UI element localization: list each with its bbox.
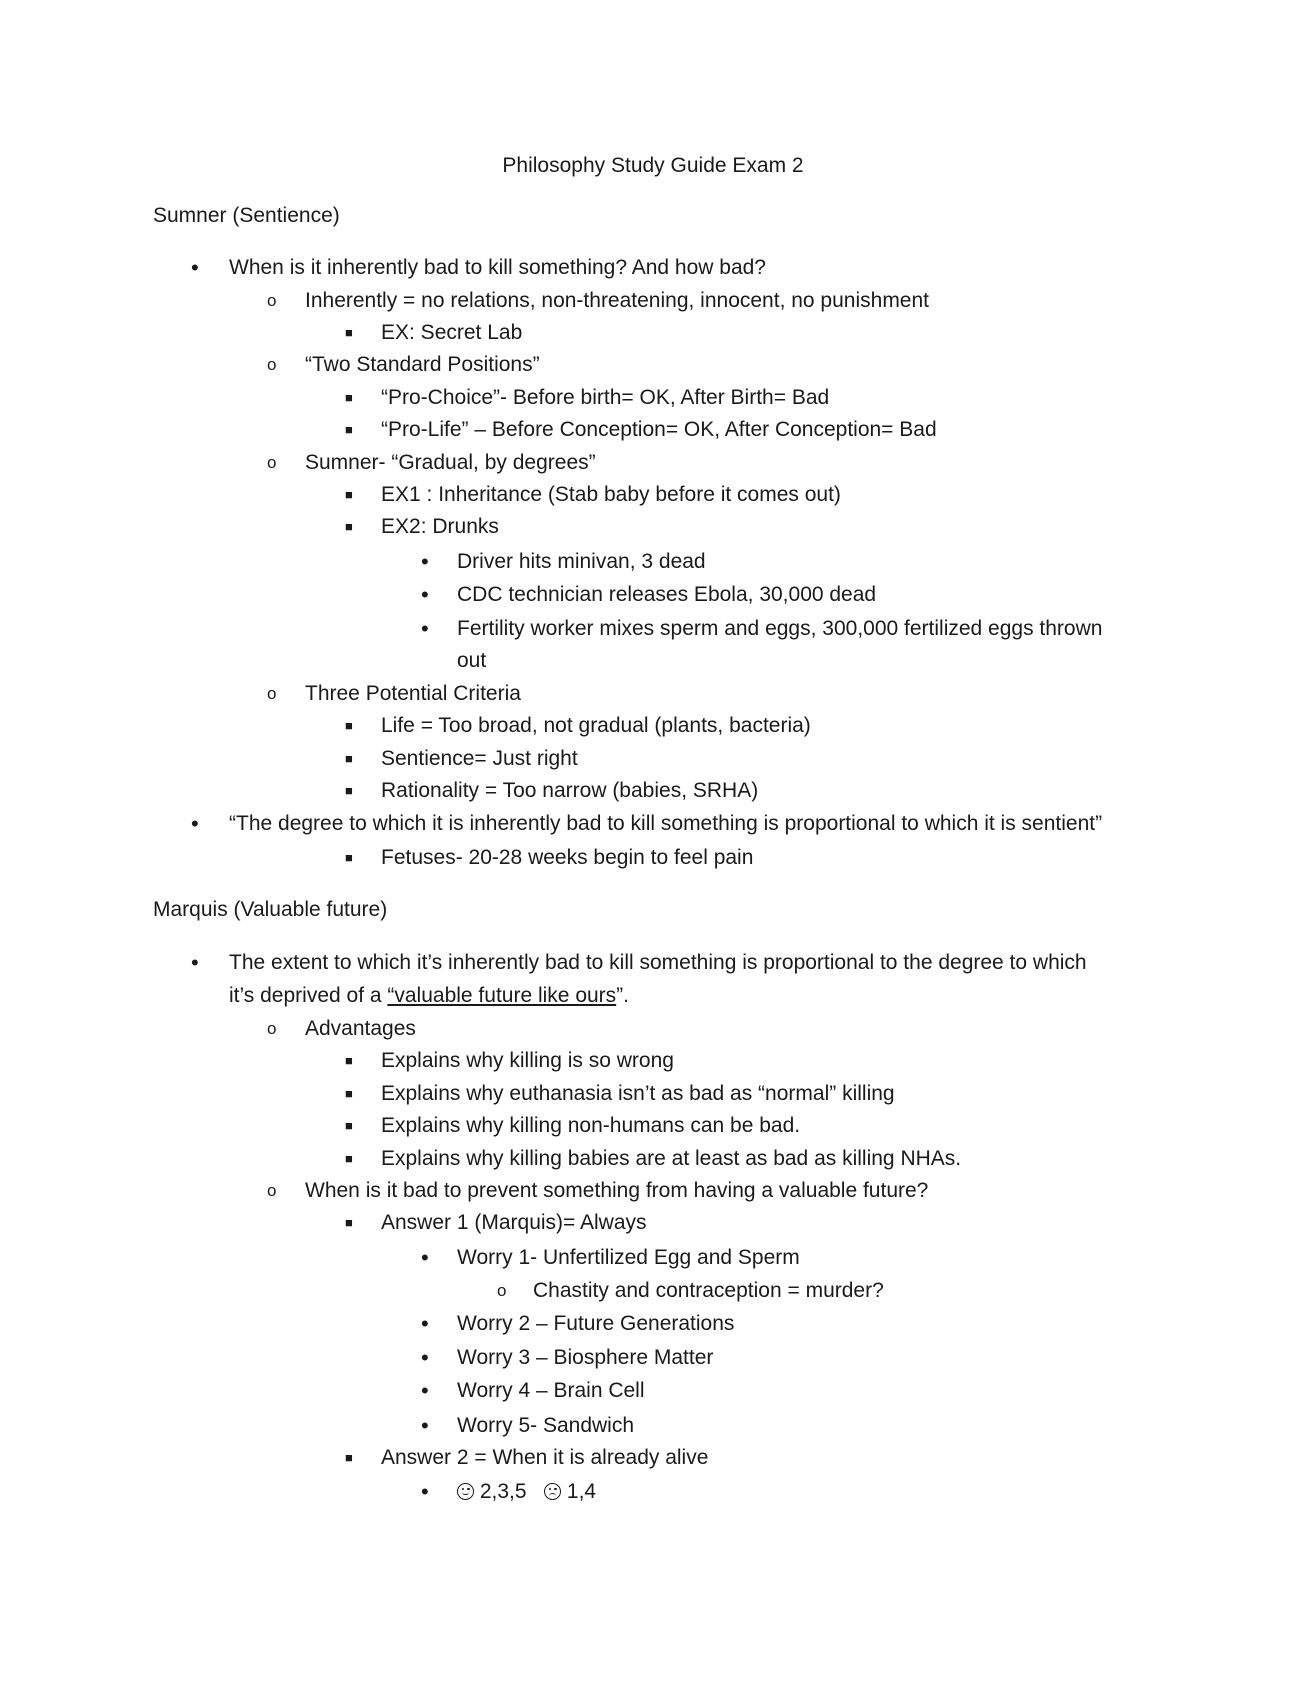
list-item: ■ Fetuses- 20-28 weeks begin to feel pain — [345, 846, 754, 869]
square-bullet-icon: ■ — [345, 1151, 353, 1166]
square-bullet-icon: ■ — [345, 1086, 353, 1101]
list-item: ■ Explains why killing is so wrong — [345, 1049, 674, 1072]
list-item: o Inherently = no relations, non-threatening, innocent, no punishment — [267, 289, 930, 312]
square-bullet-icon: ■ — [345, 850, 353, 865]
circle-bullet-icon: o — [267, 1181, 277, 1200]
list-item: ■ “Pro-Choice”- Before birth= OK, After Birth= Bad — [345, 386, 830, 409]
bullet-icon: • — [421, 1345, 429, 1370]
square-bullet-icon: ■ — [345, 422, 353, 437]
square-bullet-icon: ■ — [345, 390, 353, 405]
bullet-icon: • — [421, 1245, 429, 1270]
list-item: • 2,3,5 1,4 — [421, 1479, 597, 1504]
underlined-quote: “valuable future like ours — [387, 984, 617, 1007]
list-item: • The extent to which it’s inherently bad to kill something is proportional to the degree to which — [191, 950, 1087, 975]
list-item: ■ EX1 : Inheritance (Stab baby before it comes out) — [345, 483, 841, 506]
list-item: ■ Answer 1 (Marquis)= Always — [345, 1211, 647, 1234]
square-bullet-icon: ■ — [345, 1118, 353, 1133]
square-bullet-icon: ■ — [345, 783, 353, 798]
list-item: • Driver hits minivan, 3 dead — [421, 549, 706, 574]
list-item: o Advantages — [267, 1017, 416, 1040]
list-item: • Worry 2 – Future Generations — [421, 1311, 735, 1336]
circle-bullet-icon: o — [497, 1281, 507, 1300]
list-item: o Sumner- “Gradual, by degrees” — [267, 451, 596, 474]
bullet-icon: • — [191, 255, 199, 280]
bullet-icon: • — [421, 616, 429, 641]
square-bullet-icon: ■ — [345, 751, 353, 766]
bullet-icon: • — [191, 950, 199, 975]
square-bullet-icon: ■ — [345, 1215, 353, 1230]
list-item: ■ Life = Too broad, not gradual (plants, bacteria) — [345, 714, 811, 737]
bullet-icon: • — [421, 1378, 429, 1403]
list-item: o Three Potential Criteria — [267, 682, 521, 705]
list-item-continuation: out — [457, 649, 487, 672]
list-item: • Worry 5- Sandwich — [421, 1413, 635, 1438]
square-bullet-icon: ■ — [345, 325, 353, 340]
square-bullet-icon: ■ — [345, 1450, 353, 1465]
section-heading-marquis: Marquis (Valuable future) — [153, 898, 388, 921]
circle-bullet-icon: o — [267, 355, 277, 374]
list-item-continuation: it’s deprived of a “valuable future like ours”. — [229, 984, 629, 1007]
circle-bullet-icon: o — [267, 1019, 277, 1038]
list-item: o Chastity and contraception = murder? — [497, 1279, 884, 1302]
square-bullet-icon: ■ — [345, 487, 353, 502]
list-item: • “The degree to which it is inherently bad to kill something is proportional to which it is sentient” — [191, 811, 1103, 836]
list-item: ■ EX2: Drunks — [345, 515, 499, 538]
circle-bullet-icon: o — [267, 453, 277, 472]
list-item: o “Two Standard Positions” — [267, 353, 540, 376]
list-item: • CDC technician releases Ebola, 30,000 dead — [421, 582, 877, 607]
smiley-face-icon — [457, 1483, 474, 1500]
list-item: ■ Explains why killing non-humans can be bad. — [345, 1114, 801, 1137]
circle-bullet-icon: o — [267, 684, 277, 703]
list-item: ■ “Pro-Life” – Before Conception= OK, After Conception= Bad — [345, 418, 937, 441]
bullet-icon: • — [421, 1479, 429, 1504]
list-item: • Worry 4 – Brain Cell — [421, 1378, 645, 1403]
list-item: • When is it inherently bad to kill something? And how bad? — [191, 255, 766, 280]
list-item: ■ Rationality = Too narrow (babies, SRHA) — [345, 779, 759, 802]
circle-bullet-icon: o — [267, 291, 277, 310]
list-item: o When is it bad to prevent something from having a valuable future? — [267, 1179, 929, 1202]
square-bullet-icon: ■ — [345, 718, 353, 733]
list-item: ■ EX: Secret Lab — [345, 321, 523, 344]
bullet-icon: • — [421, 1413, 429, 1438]
bullet-icon: • — [421, 582, 429, 607]
list-item: ■ Answer 2 = When it is already alive — [345, 1446, 709, 1469]
document-title: Philosophy Study Guide Exam 2 — [502, 154, 804, 177]
bullet-icon: • — [421, 549, 429, 574]
square-bullet-icon: ■ — [345, 519, 353, 534]
list-item: • Worry 3 – Biosphere Matter — [421, 1345, 714, 1370]
list-item: • Worry 1- Unfertilized Egg and Sperm — [421, 1245, 800, 1270]
bullet-icon: • — [191, 811, 199, 836]
square-bullet-icon: ■ — [345, 1053, 353, 1068]
list-item: ■ Explains why killing babies are at least as bad as killing NHAs. — [345, 1147, 962, 1170]
list-item: ■ Sentience= Just right — [345, 747, 578, 770]
section-heading-sumner: Sumner (Sentience) — [153, 204, 340, 227]
bullet-icon: • — [421, 1311, 429, 1336]
list-item: • Fertility worker mixes sperm and eggs, 300,000 fertilized eggs thrown — [421, 616, 1103, 641]
list-item: ■ Explains why euthanasia isn’t as bad as “normal” killing — [345, 1082, 895, 1105]
frowny-face-icon — [544, 1483, 561, 1500]
